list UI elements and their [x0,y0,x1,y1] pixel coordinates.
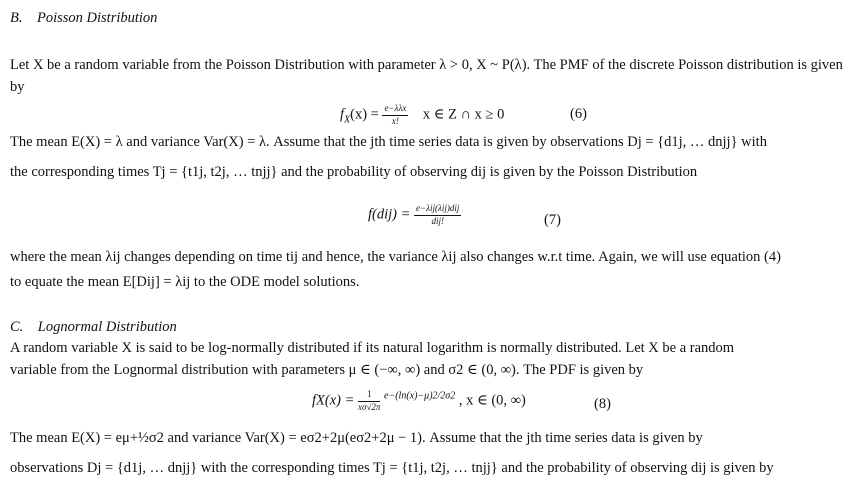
eq8-denominator: xσ√2π [358,401,381,412]
section-b-heading [10,10,157,27]
section-c-para1-line1: A random variable X is said to be log-normally distributed if its natural logarithm is normally distributed. Let X be a random [10,340,735,356]
section-c-para2-line2: observations Dj = {d1j, … dnjj} with the corresponding times Tj = {t1j, t2j, … tnjj} and the probability of observing dij is given by [10,460,774,476]
section-c-para1-line2: variable from the Lognormal distribution with parameters μ ∈ (−∞, ∞) and σ2 ∈ (0, ∞). The PDF is given by [10,362,644,378]
eq8-numerator: 1 [358,390,380,402]
section-b-para2-line1: The mean E(X) = λ and variance Var(X) = λ. Assume that the jth time series data is given by observations Dj = {d1j, … dnjj} with [10,134,767,150]
section-c-number: C. [10,319,24,335]
eq7-lhs: f(dij) = [368,206,411,223]
section-b-number: B. [10,10,23,26]
section-b-para1: Let X be a random variable from the Poisson Distribution with parameter λ > 0, X ~ P(λ). The PMF of the discrete Poisson distribution is given by [10,57,843,95]
eq6-fraction [382,104,408,127]
equation-8 [312,390,526,413]
section-b-title: Poisson Distribution [36,10,158,26]
eq7-denominator: dij! [431,215,444,226]
eq6-denominator: x! [391,115,399,126]
eq6-sub: X [344,114,351,126]
eq6-numerator: e−λλx [382,104,408,116]
eq7-numerator: e−λij(λij)dij [414,204,461,216]
eq6-label: (6) [570,106,587,122]
equation-6 [340,104,504,127]
eq6-domain: x ∈ Z ∩ x ≥ 0 [422,106,505,123]
section-c-title: Lognormal Distribution [37,319,177,335]
eq8-fraction [358,390,380,413]
eq8-exponent: e−(ln(x)−μ)2/2σ2 [384,390,456,402]
section-b-para3-line2: to equate the mean E[Dij] = λij to the ODE model solutions. [10,274,360,290]
eq8-domain: , x ∈ (0, ∞) [458,392,526,409]
eq8-label: (8) [594,396,611,412]
eq8-lhs: fX(x) = [312,392,355,409]
eq6-lhs: f [340,106,345,123]
eq6-arg: (x) = [350,106,379,123]
section-c-para2-line1: The mean E(X) = eμ+½σ2 and variance Var(X) = eσ2+2μ(eσ2+2μ − 1). Assume that the jth time series data is given by [10,430,703,446]
section-b-para3-line1: where the mean λij changes depending on time tij and hence, the variance λij also changes w.r.t time. Again, we will use equation (4) [10,249,781,265]
eq7-label: (7) [544,212,561,228]
section-b-para2-line2: the corresponding times Tj = {t1j, t2j, … tnjj} and the probability of observing dij is given by the Poisson Distribution [10,164,698,180]
eq7-fraction [414,204,461,227]
equation-7 [368,204,461,227]
section-c-heading [10,319,177,336]
